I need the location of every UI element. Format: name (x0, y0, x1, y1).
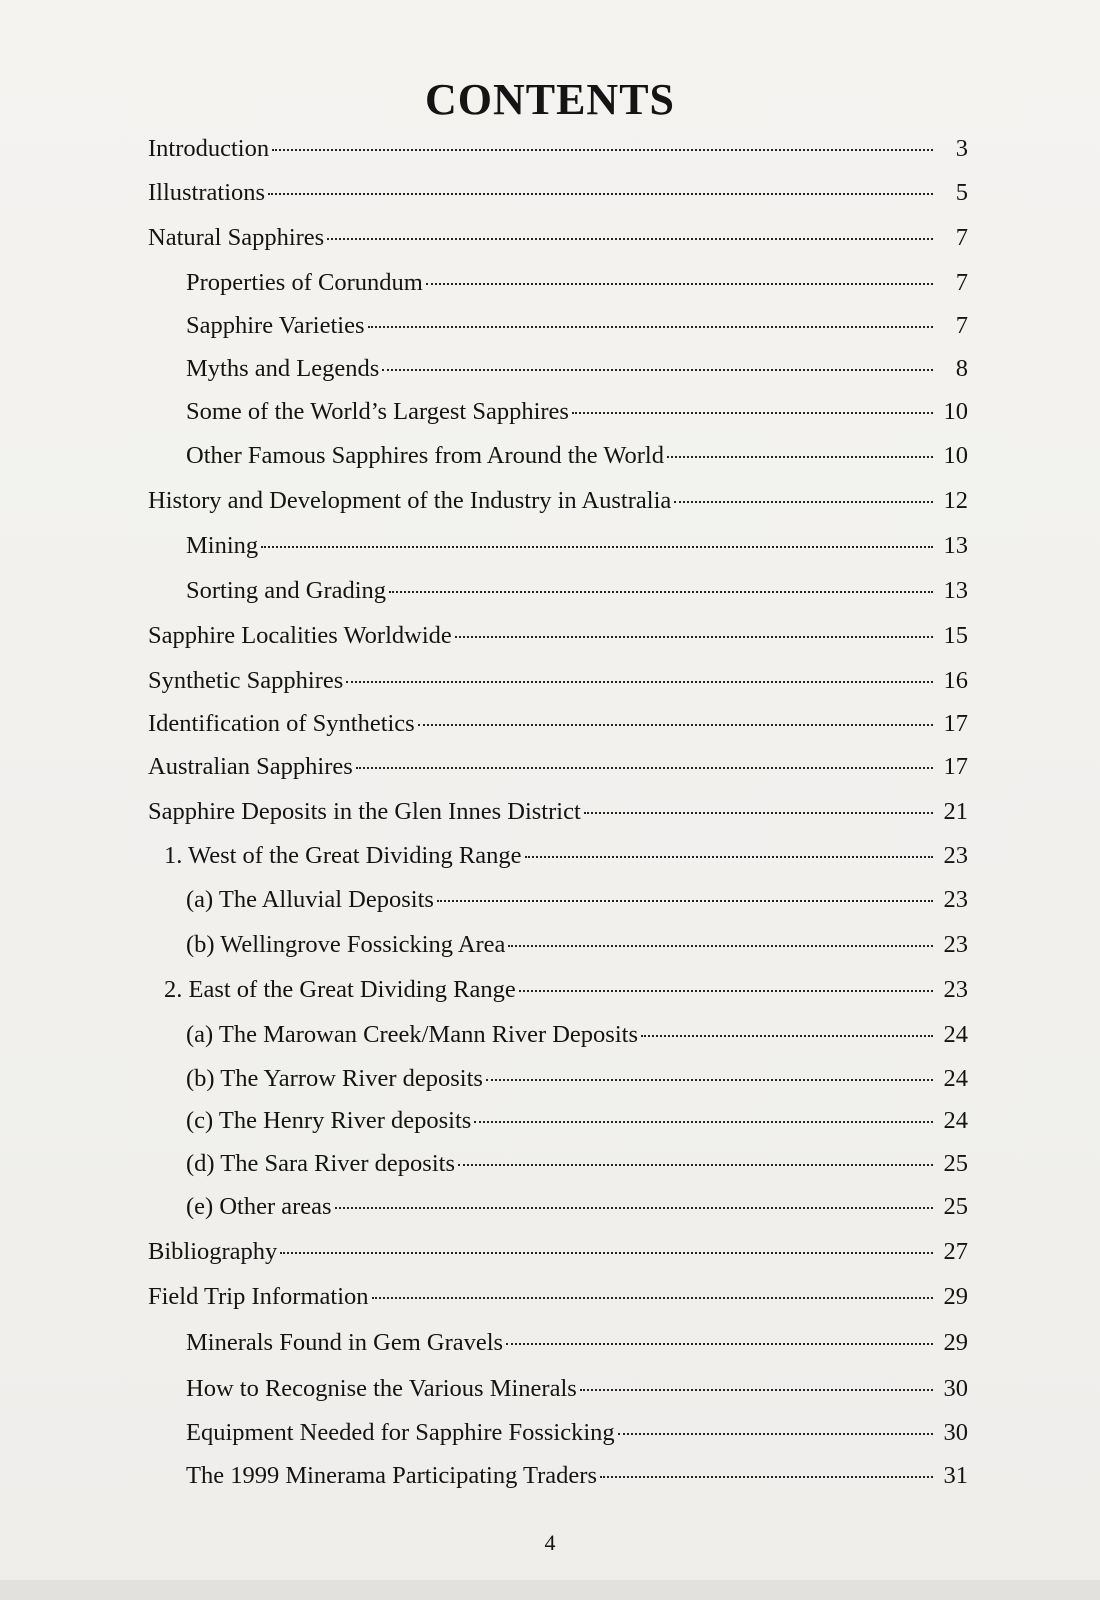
toc-entry-page: 23 (943, 931, 968, 958)
toc-entry-label: Sapphire Deposits in the Glen Innes District (148, 798, 581, 825)
dot-leader (584, 812, 933, 814)
dot-leader (486, 1079, 933, 1081)
toc-entry-page: 5 (955, 179, 968, 206)
toc-entry (148, 1328, 968, 1358)
toc-entry-label: (b) Wellingrove Fossicking Area (186, 931, 506, 958)
dot-leader (389, 591, 933, 593)
toc-entry (148, 441, 968, 471)
toc-entry-page: 8 (955, 355, 968, 382)
toc-entry-label: Bibliography (148, 1238, 278, 1265)
toc-entry (148, 797, 968, 827)
toc-entry (148, 1237, 968, 1267)
toc-entry-label: 2. East of the Great Dividing Range (164, 976, 516, 1003)
dot-leader (667, 456, 933, 458)
dot-leader (618, 1433, 933, 1435)
toc-entry (148, 178, 968, 208)
dot-leader (261, 546, 933, 548)
toc-entry-label: (c) The Henry River deposits (186, 1107, 472, 1134)
toc-entry-label: The 1999 Minerama Participating Traders (186, 1462, 597, 1489)
toc-entry-label: Minerals Found in Gem Gravels (186, 1329, 504, 1356)
dot-leader (335, 1207, 933, 1209)
toc-entry-page: 10 (943, 442, 968, 469)
dot-leader (525, 856, 933, 858)
toc-entry-label: Sapphire Varieties (186, 312, 365, 339)
dot-leader (508, 945, 933, 947)
toc-entry-page: 24 (943, 1065, 968, 1092)
toc-entry (148, 354, 968, 384)
dot-leader (372, 1297, 933, 1299)
dot-leader (268, 193, 933, 195)
dot-leader (356, 767, 933, 769)
toc-entry (148, 134, 968, 164)
toc-entry (148, 311, 968, 341)
toc-entry-page: 29 (943, 1329, 968, 1356)
toc-entry-label: Mining (186, 532, 259, 559)
toc-entry (148, 621, 968, 651)
toc-entry (148, 885, 968, 915)
toc-entry-label: Some of the World’s Largest Sapphires (186, 398, 569, 425)
toc-entry (148, 1418, 968, 1448)
toc-entry (148, 752, 968, 782)
toc-entry-label: (e) Other areas (186, 1193, 332, 1220)
toc-entry-page: 23 (943, 886, 968, 913)
dot-leader (519, 990, 933, 992)
toc-entry-label: Sorting and Grading (186, 577, 387, 604)
dot-leader (458, 1164, 933, 1166)
toc-entry (148, 1106, 968, 1136)
toc-entry-page: 16 (943, 667, 968, 694)
dot-leader (641, 1035, 933, 1037)
toc-entry-label: How to Recognise the Various Minerals (186, 1375, 577, 1402)
toc-entry (148, 975, 968, 1005)
toc-entry-page: 13 (943, 532, 968, 559)
toc-entry-page: 17 (943, 753, 968, 780)
toc-entry-label: Illustrations (148, 179, 266, 206)
toc-entry-label: (d) The Sara River deposits (186, 1150, 455, 1177)
toc-entry-page: 17 (943, 710, 968, 737)
toc-entry (148, 1282, 968, 1312)
dot-leader (600, 1476, 933, 1478)
dot-leader (418, 724, 933, 726)
toc-entry-label: Other Famous Sapphires from Around the World (186, 442, 664, 469)
toc-entry-page: 25 (943, 1193, 968, 1220)
toc-entry-page: 27 (943, 1238, 968, 1265)
toc-entry (148, 841, 968, 871)
dot-leader (280, 1252, 933, 1254)
toc-entry-label: (a) The Marowan Creek/Mann River Deposits (186, 1021, 638, 1048)
toc-entry-page: 29 (943, 1283, 968, 1310)
toc-entry-label: Sapphire Localities Worldwide (148, 622, 452, 649)
toc-entry (148, 531, 968, 561)
toc-entry-page: 31 (943, 1462, 968, 1489)
toc-entry-page: 13 (943, 577, 968, 604)
toc-entry-label: Field Trip Information (148, 1283, 369, 1310)
toc-entry (148, 1461, 968, 1491)
dot-leader (346, 681, 933, 683)
toc-entry (148, 1064, 968, 1094)
toc-entry (148, 223, 968, 253)
dot-leader (272, 149, 933, 151)
toc-entry-label: Equipment Needed for Sapphire Fossicking (186, 1419, 615, 1446)
toc-entry-label: Identification of Synthetics (148, 710, 415, 737)
toc-entry-page: 10 (943, 398, 968, 425)
toc-entry (148, 397, 968, 427)
dot-leader (674, 501, 933, 503)
toc-entry-page: 23 (943, 976, 968, 1003)
toc-entry (148, 1192, 968, 1222)
toc-entry-page: 7 (955, 269, 968, 296)
toc-entry (148, 576, 968, 606)
toc-entry-page: 12 (943, 487, 968, 514)
toc-entry-label: Australian Sapphires (148, 753, 353, 780)
dot-leader (580, 1389, 933, 1391)
page-number: 4 (544, 1530, 556, 1555)
dot-leader (382, 369, 933, 371)
toc-entry (148, 1149, 968, 1179)
toc-entry-page: 24 (943, 1107, 968, 1134)
dot-leader (437, 900, 933, 902)
toc-entry-page: 21 (943, 798, 968, 825)
toc-entry-page: 30 (943, 1419, 968, 1446)
dot-leader (455, 636, 933, 638)
toc-entry-label: (a) The Alluvial Deposits (186, 886, 434, 913)
dot-leader (474, 1121, 933, 1123)
toc-entry-page: 3 (955, 135, 968, 162)
toc-entry-label: Myths and Legends (186, 355, 380, 382)
toc-entry (148, 1374, 968, 1404)
dot-leader (327, 238, 933, 240)
toc-entry-label: Synthetic Sapphires (148, 667, 344, 694)
toc-entry (148, 666, 968, 696)
toc-entry-label: Natural Sapphires (148, 224, 325, 251)
toc-entry-page: 15 (943, 622, 968, 649)
toc-entry (148, 709, 968, 739)
dot-leader (572, 412, 933, 414)
toc-entry-page: 7 (955, 312, 968, 339)
dot-leader (506, 1343, 933, 1345)
toc-entry-label: Introduction (148, 135, 270, 162)
toc-entry-page: 25 (943, 1150, 968, 1177)
toc-entry (148, 268, 968, 298)
toc-entry-label: Properties of Corundum (186, 269, 423, 296)
page-title: CONTENTS (424, 75, 676, 124)
toc-entry (148, 1020, 968, 1050)
toc-entry-page: 30 (943, 1375, 968, 1402)
toc-entry-label: 1. West of the Great Dividing Range (164, 842, 522, 869)
toc-entry-label: History and Development of the Industry in Australia (148, 487, 672, 514)
toc-entry (148, 486, 968, 516)
toc-entry-label: (b) The Yarrow River deposits (186, 1065, 483, 1092)
dot-leader (426, 283, 933, 285)
toc-entry-page: 24 (943, 1021, 968, 1048)
dot-leader (368, 326, 934, 328)
page-bottom-edge (0, 1580, 1100, 1600)
toc-entry-page: 7 (955, 224, 968, 251)
toc-entry-page: 23 (943, 842, 968, 869)
toc-entry (148, 930, 968, 960)
